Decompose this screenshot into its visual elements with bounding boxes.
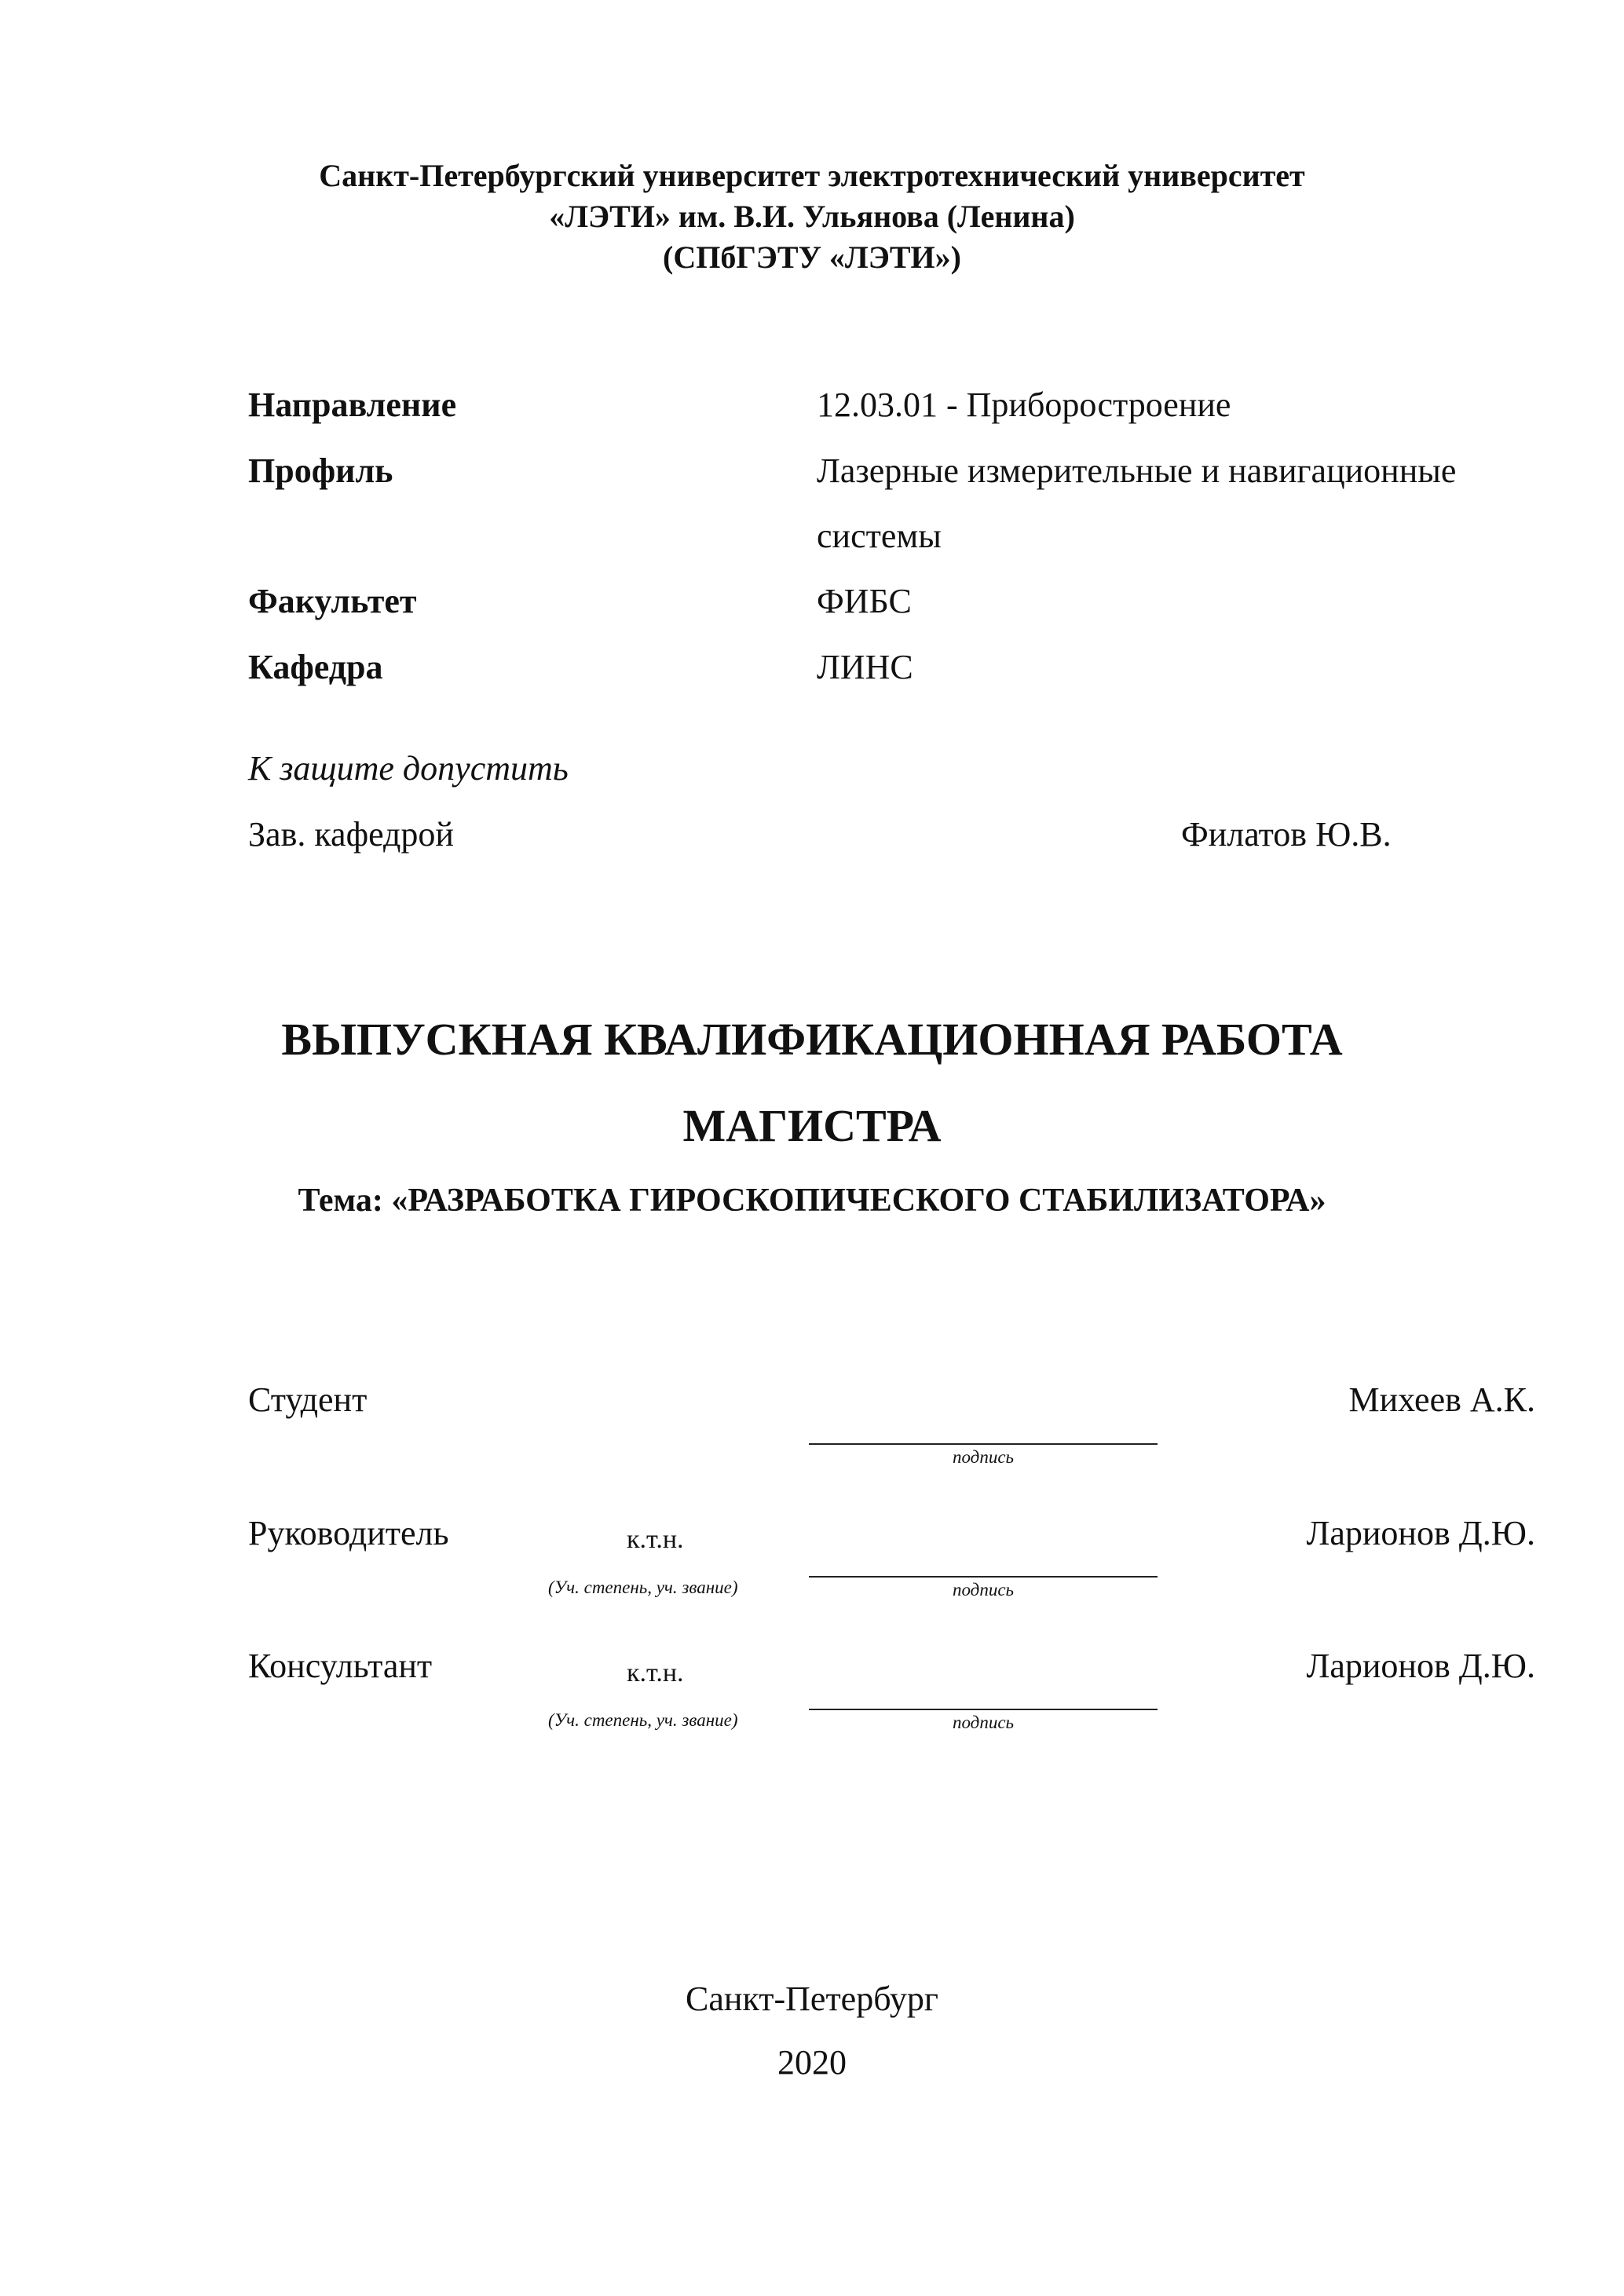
supervisor-signature-caption: подпись [952, 1580, 1014, 1600]
student-name: Михеев А.К. [1348, 1380, 1535, 1419]
consultant-label: Консультант [248, 1647, 433, 1685]
thesis-title-line1: ВЫПУСКНАЯ КВАЛИФИКАЦИОННАЯ РАБОТА [281, 1014, 1343, 1065]
consultant-name: Ларионов Д.Ю. [1306, 1647, 1535, 1685]
student-signature-caption: подпись [952, 1447, 1014, 1467]
profile-value-line1: Лазерные измерительные и навигационные [817, 452, 1457, 490]
head-of-department-label: Зав. кафедрой [248, 815, 454, 854]
consultant-degree: к.т.н. [627, 1658, 684, 1687]
department-label: Кафедра [248, 648, 383, 686]
university-abbreviation: (СПбГЭТУ «ЛЭТИ») [663, 239, 961, 275]
supervisor-signature-line [809, 1576, 1158, 1578]
admit-to-defense: К защите допустить [248, 749, 569, 788]
student-signature-line [809, 1443, 1158, 1445]
supervisor-label: Руководитель [248, 1514, 449, 1552]
faculty-label: Факультет [248, 582, 417, 620]
consultant-degree-caption: (Уч. степень, уч. звание) [548, 1710, 738, 1730]
university-name-line2: «ЛЭТИ» им. В.И. Ульянова (Ленина) [549, 199, 1075, 234]
consultant-signature-line [809, 1709, 1158, 1710]
direction-value: 12.03.01 - Приборостроение [817, 386, 1231, 424]
consultant-signature-caption: подпись [952, 1713, 1014, 1732]
supervisor-degree: к.т.н. [627, 1525, 684, 1554]
department-value: ЛИНС [817, 648, 913, 686]
thesis-topic: Тема: «РАЗРАБОТКА ГИРОСКОПИЧЕСКОГО СТАБИЛИЗАТОРА» [298, 1183, 1326, 1219]
footer-city: Санкт-Петербург [686, 1980, 938, 2018]
student-label: Студент [248, 1380, 368, 1419]
footer-year: 2020 [777, 2043, 847, 2082]
faculty-value: ФИБС [817, 582, 912, 620]
supervisor-degree-caption: (Уч. степень, уч. звание) [548, 1578, 738, 1597]
thesis-title-line2: МАГИСТРА [682, 1100, 942, 1151]
head-of-department-name: Филатов Ю.В. [1181, 815, 1392, 854]
profile-label: Профиль [248, 452, 393, 490]
supervisor-name: Ларионов Д.Ю. [1306, 1514, 1535, 1552]
direction-label: Направление [248, 386, 457, 424]
university-name-line1: Санкт-Петербургский университет электротехнический университет [319, 158, 1305, 193]
profile-value-line2: системы [817, 517, 942, 555]
